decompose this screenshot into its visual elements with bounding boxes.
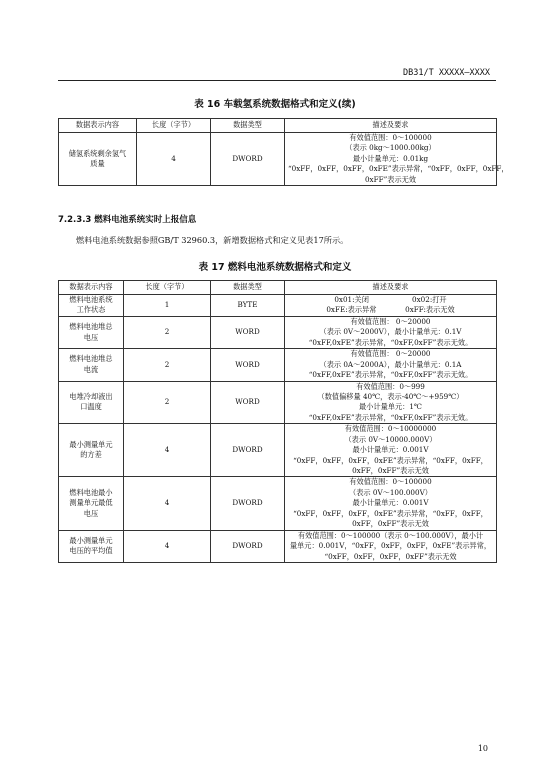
cell-length: 1	[124, 295, 211, 317]
cell-line: 有效值范围：0～100000	[349, 133, 432, 142]
cell-line: 燃料电池堆总	[69, 322, 113, 332]
cell-line: “0xFF，0xFF，0xFF，0xFF”表示无效	[324, 551, 457, 561]
cell-desc	[285, 349, 497, 381]
cell-desc	[285, 424, 497, 477]
cell-line: 0xFF，0xFF”表示无效	[352, 519, 429, 529]
table-row	[59, 349, 497, 381]
cell-desc	[285, 530, 497, 562]
section-paragraph: 燃料电池系统数据参照GB/T 32960.3，新增数据格式和定义见表17所示。	[76, 235, 349, 245]
cell-line: “0xFF，0xFF，0xFF，0xFE”表示异常，“0xFF，0xFF，	[293, 455, 488, 465]
cell-desc	[285, 295, 497, 317]
cell-line: 有效值范围：0～100000（表示 0～100.000V），最小计	[297, 530, 484, 540]
table17-title: 表 17 燃料电池系统数据格式和定义	[198, 262, 352, 273]
cell-line: 电堆冷却液出	[69, 391, 113, 401]
header-rule	[58, 80, 496, 81]
cell-line: 最小计量单元：0.001V	[352, 445, 429, 455]
cell-line: 电流	[83, 364, 99, 374]
cell-line: 测量单元最低	[69, 498, 113, 508]
cell-type: WORD	[211, 381, 285, 424]
table17-header-cell: 数据表示内容	[59, 281, 124, 295]
cell-line: 有效值范围： 0～20000	[350, 316, 431, 326]
table17-header-cell: 描述及要求	[285, 281, 497, 295]
table16	[58, 118, 509, 186]
cell-line: 有效值范围：0～10000000	[344, 424, 437, 434]
cell-line: （表示 0V～100.000V）	[349, 487, 432, 497]
document-code: DB31/T XXXXX—XXXX	[403, 68, 490, 78]
cell-line: “0xFF,0xFE”表示异常，“0xFF,0xFF”表示无效。	[308, 412, 473, 422]
cell-line: 储氢系统剩余氢气	[68, 148, 127, 158]
cell-line: （表示 0V～2000V），最小计量单元：0.1V	[319, 327, 462, 337]
table17-header-cell: 长度（字节）	[124, 281, 211, 295]
cell-type: DWORD	[211, 424, 285, 477]
cell-line: 最小测量单元	[69, 439, 113, 449]
cell-name	[59, 133, 137, 186]
cell-line: （表示 0kg～1000.00kg）	[345, 143, 436, 153]
cell-type: WORD	[211, 349, 285, 381]
table16-header-cell: 描述及要求	[285, 119, 497, 133]
cell-line: 的方差	[80, 450, 102, 460]
cell-length: 4	[124, 424, 211, 477]
cell-length: 4	[124, 530, 211, 562]
cell-name	[59, 295, 124, 317]
cell-line: （表示 0A～2000A），最小计量单元：0.1A	[319, 359, 462, 369]
cell-line: 有效值范围：0～999	[356, 381, 425, 391]
cell-length: 2	[124, 349, 211, 381]
cell-line: 有效值范围：0～100000	[349, 477, 432, 487]
cell-length: 4	[124, 477, 211, 530]
cell-name	[59, 316, 124, 348]
cell-line: 电压	[83, 508, 99, 518]
cell-desc	[285, 316, 497, 348]
cell-line: （表示 0V～10000.000V）	[344, 434, 437, 444]
cell-type: DWORD	[211, 477, 285, 530]
table17	[58, 280, 497, 563]
cell-line: “0xFF，0xFF，0xFF，0xFE”表示异常，“0xFF，0xFF，	[293, 508, 488, 518]
cell-line: 量单元：0.001V，“0xFF，0xFF，0xFF，0xFE”表示异常，	[289, 541, 492, 551]
cell-line: 有效值范围： 0～20000	[350, 349, 431, 359]
cell-line: 口温度	[80, 402, 102, 412]
cell-line: 工作状态	[76, 305, 106, 315]
table-row	[59, 477, 497, 530]
cell-type: DWORD	[211, 530, 285, 562]
cell-length: 4	[137, 133, 211, 186]
cell-name	[59, 477, 124, 530]
cell-desc	[285, 381, 497, 424]
cell-line: 燃料电池堆总	[69, 354, 113, 364]
table-row	[59, 133, 497, 186]
table16-title: 表 16 车载氢系统数据格式和定义(续)	[194, 99, 356, 110]
table-row	[59, 295, 497, 317]
page-number: 10	[477, 744, 488, 753]
table17-header-cell: 数据类型	[211, 281, 285, 295]
cell-type: WORD	[211, 316, 285, 348]
section-heading: 7.2.3.3 燃料电池系统实时上报信息	[58, 215, 197, 225]
table16-header-cell: 数据表示内容	[59, 119, 137, 133]
cell-name	[59, 381, 124, 424]
table-row	[59, 530, 497, 562]
cell-line: “0xFF,0xFE”表示异常，“0xFF,0xFF”表示无效。	[308, 337, 473, 347]
cell-line: （数值偏移量 40℃，表示-40℃～+959℃）	[317, 391, 464, 401]
cell-desc	[285, 477, 497, 530]
table16-header-row	[59, 119, 497, 133]
cell-desc	[285, 133, 509, 186]
cell-line: 最小计量单元：0.001V	[352, 498, 429, 508]
table-row	[59, 316, 497, 348]
cell-line: 最小计量单元：0.01kg	[352, 153, 429, 163]
cell-line: 最小计量单元：1℃	[359, 402, 422, 412]
cell-name	[59, 424, 124, 477]
cell-line: 最小测量单元	[69, 535, 113, 545]
cell-line: 电压的平均值	[69, 546, 113, 556]
cell-line: 0xFF”表示无效	[364, 174, 417, 184]
cell-name	[59, 349, 124, 381]
cell-name	[59, 530, 124, 562]
cell-length: 2	[124, 381, 211, 424]
cell-type: BYTE	[211, 295, 285, 317]
cell-line: 电压	[83, 332, 99, 342]
cell-type: DWORD	[211, 133, 285, 186]
cell-line: 质量	[90, 159, 105, 169]
cell-line: 燃料电池系统	[69, 295, 113, 304]
cell-line: “0xFF,0xFE”表示异常，“0xFF,0xFF”表示无效。	[308, 370, 473, 380]
table16-header-cell: 长度（字节）	[137, 119, 211, 133]
table-row	[59, 424, 497, 477]
cell-line: “0xFF，0xFF，0xFF，0xFE”表示异常，“0xFF，0xFF，0xFF，	[288, 164, 509, 174]
cell-line: 0x01:关闭 0x02:打开	[334, 295, 447, 304]
table-row	[59, 381, 497, 424]
table16-header-cell: 数据类型	[211, 119, 285, 133]
cell-line: 0xFE:表示异常 0xFF:表示无效	[326, 305, 455, 315]
cell-line: 0xFF，0xFF”表示无效	[352, 466, 429, 475]
cell-length: 2	[124, 316, 211, 348]
cell-line: 燃料电池最小	[69, 487, 113, 497]
table17-header-row	[59, 281, 497, 295]
